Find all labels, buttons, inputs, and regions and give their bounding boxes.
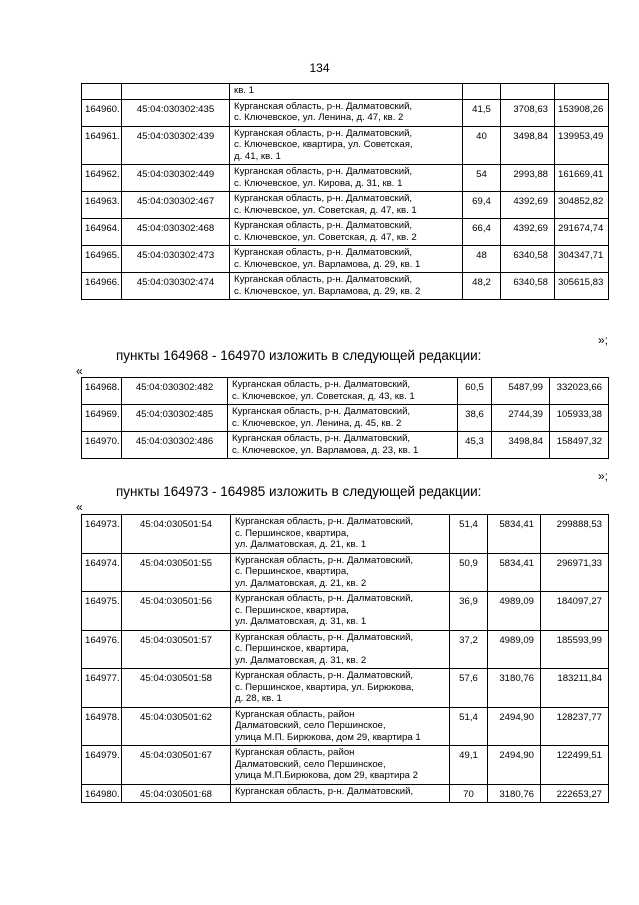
address-line: Курганская область, р-н. Далматовский, xyxy=(235,516,414,527)
address-line: с. Ключевское, ул. Ленина, д. 45, кв. 2 xyxy=(232,417,402,429)
address-line: Курганская область, район xyxy=(235,708,355,720)
area-cell: 51,4 xyxy=(450,707,488,746)
row-number-cell: 164965. xyxy=(82,246,122,273)
price-per-sqm-cell: 4989,09 xyxy=(488,592,541,631)
address-line: с. Ключевское, ул. Варламова, д. 23, кв. 1 xyxy=(232,444,419,456)
property-table-3 xyxy=(81,514,609,803)
total-value-cell xyxy=(555,84,609,100)
total-value-cell: 299888,53 xyxy=(541,515,609,554)
address-cell xyxy=(231,707,450,746)
address-line: с. Ключевское, ул. Варламова, д. 29, кв. 2 xyxy=(234,285,421,297)
row-number-cell: 164978. xyxy=(82,707,122,746)
address-cell xyxy=(228,432,458,459)
address-line: Курганская область, р-н. Далматовский, xyxy=(234,274,413,285)
total-value-cell: 105933,38 xyxy=(550,405,609,432)
address-line: с. Ключевское, ул. Советская, д. 43, кв. 1 xyxy=(232,390,415,402)
closing-quote-1: »; xyxy=(598,333,609,347)
price-per-sqm-cell: 4392,69 xyxy=(501,192,555,219)
address-line: с. Першинское, квартира, xyxy=(235,643,349,654)
area-cell: 54 xyxy=(463,165,501,192)
address-line: Курганская область, р-н. Далматовский, xyxy=(234,100,413,112)
address-cell xyxy=(231,669,450,708)
amendment-paragraph-2: пункты 164973 - 164985 изложить в следующей редакции: xyxy=(116,484,482,499)
row-number-cell: 164970. xyxy=(82,432,122,459)
total-value-cell: 139953,49 xyxy=(555,126,609,165)
cadastral-number-cell: 45:04:030302:435 xyxy=(122,99,230,126)
table-row xyxy=(82,273,609,300)
price-per-sqm-cell: 6340,58 xyxy=(501,246,555,273)
address-cell xyxy=(231,515,450,554)
total-value-cell: 122499,51 xyxy=(541,746,609,785)
address-cell xyxy=(231,553,450,592)
table-row xyxy=(82,165,609,192)
area-cell: 51,4 xyxy=(450,515,488,554)
price-per-sqm-cell: 2993,88 xyxy=(501,165,555,192)
address-line: ул. Далматовская, д. 31, кв. 2 xyxy=(235,654,367,666)
row-number-cell: 164973. xyxy=(82,515,122,554)
address-line: Курганская область, р-н. Далматовский, xyxy=(234,220,413,231)
row-number-cell: 164980. xyxy=(82,784,122,803)
row-number-cell: 164969. xyxy=(82,405,122,432)
property-table-2 xyxy=(81,377,609,459)
address-cell xyxy=(230,126,463,165)
address-cell xyxy=(230,219,463,246)
cadastral-number-cell: 45:04:030501:68 xyxy=(122,784,231,803)
row-number-cell: 164976. xyxy=(82,630,122,669)
cadastral-number-cell: 45:04:030302:486 xyxy=(122,432,228,459)
table-row xyxy=(82,746,609,785)
opening-quote-2: « xyxy=(76,500,83,514)
row-number-cell: 164964. xyxy=(82,219,122,246)
price-per-sqm-cell: 5834,41 xyxy=(488,515,541,554)
address-line: с. Ключевское, ул. Варламова, д. 29, кв. 1 xyxy=(234,258,421,270)
row-number-cell: 164963. xyxy=(82,192,122,219)
total-value-cell: 158497,32 xyxy=(550,432,609,459)
address-line: ул. Далматовская, д. 31, кв. 1 xyxy=(235,616,367,627)
row-number-cell: 164960. xyxy=(82,99,122,126)
area-cell: 40 xyxy=(463,126,501,165)
address-line: с. Першинское, квартира, xyxy=(235,527,349,539)
cadastral-number-cell: 45:04:030501:54 xyxy=(122,515,231,554)
cadastral-number-cell: 45:04:030302:473 xyxy=(122,246,230,273)
cadastral-number-cell: 45:04:030302:467 xyxy=(122,192,230,219)
price-per-sqm-cell: 5487,99 xyxy=(492,378,550,405)
cadastral-number-cell: 45:04:030501:62 xyxy=(122,707,231,746)
address-line: Курганская область, р-н. Далматовский, xyxy=(234,247,413,258)
address-line: с. Ключевское, ул. Ленина, д. 47, кв. 2 xyxy=(234,112,404,123)
area-cell: 70 xyxy=(450,784,488,803)
property-table-1 xyxy=(81,83,609,300)
area-cell: 45,3 xyxy=(458,432,492,459)
area-cell xyxy=(463,84,501,100)
address-line: Далматовский, село Першинское, xyxy=(235,720,386,731)
address-cell xyxy=(228,405,458,432)
price-per-sqm-cell: 6340,58 xyxy=(501,273,555,300)
price-per-sqm-cell: 3498,84 xyxy=(501,126,555,165)
table-row xyxy=(82,84,609,100)
address-line: д. 28, кв. 1 xyxy=(235,693,282,704)
price-per-sqm-cell: 2494,90 xyxy=(488,746,541,785)
address-line: с. Першинское, квартира, xyxy=(235,566,349,577)
cadastral-number-cell: 45:04:030501:55 xyxy=(122,553,231,592)
amendment-paragraph-1: пункты 164968 - 164970 изложить в следующей редакции: xyxy=(116,348,482,363)
total-value-cell: 128237,77 xyxy=(541,707,609,746)
price-per-sqm-cell: 4392,69 xyxy=(501,219,555,246)
area-cell: 49,1 xyxy=(450,746,488,785)
page-number: 134 xyxy=(309,61,330,75)
table-row xyxy=(82,192,609,219)
area-cell: 60,5 xyxy=(458,378,492,405)
area-cell: 48,2 xyxy=(463,273,501,300)
area-cell: 36,9 xyxy=(450,592,488,631)
address-line: Далматовский, село Першинское, xyxy=(235,758,386,770)
total-value-cell: 305615,83 xyxy=(555,273,609,300)
table-row xyxy=(82,592,609,631)
cadastral-number-cell: 45:04:030501:67 xyxy=(122,746,231,785)
address-line: Курганская область, р-н. Далматовский, xyxy=(232,406,411,417)
address-line: с. Ключевское, квартира, ул. Советская, xyxy=(234,139,413,150)
area-cell: 41,5 xyxy=(463,99,501,126)
total-value-cell: 184097,27 xyxy=(541,592,609,631)
address-cell xyxy=(230,192,463,219)
table-row xyxy=(82,515,609,554)
price-per-sqm-cell: 2494,90 xyxy=(488,707,541,746)
price-per-sqm-cell: 4989,09 xyxy=(488,630,541,669)
address-line: с. Першинское, квартира, ул. Бирюкова, xyxy=(235,681,414,693)
price-per-sqm-cell: 3180,76 xyxy=(488,784,541,803)
address-line: кв. 1 xyxy=(234,85,254,96)
address-line: Курганская область, р-н. Далматовский, xyxy=(232,433,411,444)
table-row xyxy=(82,784,609,803)
table-row xyxy=(82,553,609,592)
cadastral-number-cell: 45:04:030302:449 xyxy=(122,165,230,192)
cadastral-number-cell: 45:04:030302:474 xyxy=(122,273,230,300)
row-number-cell xyxy=(82,84,122,100)
price-per-sqm-cell: 3498,84 xyxy=(492,432,550,459)
address-line: Курганская область, р-н. Далматовский, xyxy=(232,379,411,390)
address-cell xyxy=(231,784,450,803)
address-line: с. Ключевское, ул. Кирова, д. 31, кв. 1 xyxy=(234,177,403,189)
table-row xyxy=(82,378,609,405)
table-row xyxy=(82,246,609,273)
total-value-cell: 291674,74 xyxy=(555,219,609,246)
address-line: Курганская область, р-н. Далматовский, xyxy=(235,670,414,681)
address-line: Курганская область, р-н. Далматовский, xyxy=(235,631,414,643)
area-cell: 48 xyxy=(463,246,501,273)
row-number-cell: 164979. xyxy=(82,746,122,785)
address-line: д. 41, кв. 1 xyxy=(234,150,281,162)
row-number-cell: 164966. xyxy=(82,273,122,300)
address-line: Курганская область, р-н. Далматовский, xyxy=(235,785,414,797)
table-row xyxy=(82,219,609,246)
price-per-sqm-cell: 2744,39 xyxy=(492,405,550,432)
total-value-cell: 161669,41 xyxy=(555,165,609,192)
row-number-cell: 164968. xyxy=(82,378,122,405)
table-row xyxy=(82,432,609,459)
opening-quote-1: « xyxy=(76,364,83,378)
table-row xyxy=(82,99,609,126)
table-row xyxy=(82,707,609,746)
price-per-sqm-cell xyxy=(501,84,555,100)
total-value-cell: 304852,82 xyxy=(555,192,609,219)
row-number-cell: 164961. xyxy=(82,126,122,165)
address-cell xyxy=(231,592,450,631)
table-row xyxy=(82,669,609,708)
address-cell xyxy=(230,246,463,273)
area-cell: 57,6 xyxy=(450,669,488,708)
cadastral-number-cell: 45:04:030501:56 xyxy=(122,592,231,631)
address-line: с. Першинское, квартира, xyxy=(235,604,349,616)
total-value-cell: 296971,33 xyxy=(541,553,609,592)
address-line: Курганская область, район xyxy=(235,747,355,758)
address-cell xyxy=(228,378,458,405)
address-line: Курганская область, р-н. Далматовский, xyxy=(234,193,413,204)
address-line: улица М.П. Бирюкова, дом 29, квартира 1 xyxy=(235,731,421,743)
address-cell xyxy=(230,84,463,100)
address-cell xyxy=(231,746,450,785)
address-line: с. Ключевское, ул. Советская, д. 47, кв. 1 xyxy=(234,204,417,216)
address-line: улица М.П.Бирюкова, дом 29, квартира 2 xyxy=(235,770,419,781)
address-line: Курганская область, р-н. Далматовский, xyxy=(234,127,413,139)
address-line: Курганская область, р-н. Далматовский, xyxy=(235,593,414,604)
table-row xyxy=(82,630,609,669)
row-number-cell: 164962. xyxy=(82,165,122,192)
cadastral-number-cell: 45:04:030302:468 xyxy=(122,219,230,246)
price-per-sqm-cell: 3180,76 xyxy=(488,669,541,708)
cadastral-number-cell xyxy=(122,84,230,100)
cadastral-number-cell: 45:04:030501:58 xyxy=(122,669,231,708)
price-per-sqm-cell: 5834,41 xyxy=(488,553,541,592)
price-per-sqm-cell: 3708,63 xyxy=(501,99,555,126)
closing-quote-2: »; xyxy=(598,469,609,483)
total-value-cell: 304347,71 xyxy=(555,246,609,273)
address-cell xyxy=(230,99,463,126)
total-value-cell: 185593,99 xyxy=(541,630,609,669)
address-line: ул. Далматовская, д. 21, кв. 2 xyxy=(235,577,367,589)
total-value-cell: 222653,27 xyxy=(541,784,609,803)
total-value-cell: 183211,84 xyxy=(541,669,609,708)
area-cell: 66,4 xyxy=(463,219,501,246)
table-row xyxy=(82,405,609,432)
area-cell: 69,4 xyxy=(463,192,501,219)
address-cell xyxy=(230,273,463,300)
total-value-cell: 153908,26 xyxy=(555,99,609,126)
table-row xyxy=(82,126,609,165)
address-line: с. Ключевское, ул. Советская, д. 47, кв. 2 xyxy=(234,231,417,243)
cadastral-number-cell: 45:04:030302:439 xyxy=(122,126,230,165)
address-line: ул. Далматовская, д. 21, кв. 1 xyxy=(235,539,367,550)
area-cell: 50,9 xyxy=(450,553,488,592)
address-line: Курганская область, р-н. Далматовский, xyxy=(235,554,414,566)
row-number-cell: 164975. xyxy=(82,592,122,631)
area-cell: 38,6 xyxy=(458,405,492,432)
address-cell xyxy=(231,630,450,669)
cadastral-number-cell: 45:04:030302:482 xyxy=(122,378,228,405)
area-cell: 37,2 xyxy=(450,630,488,669)
cadastral-number-cell: 45:04:030501:57 xyxy=(122,630,231,669)
row-number-cell: 164977. xyxy=(82,669,122,708)
address-cell xyxy=(230,165,463,192)
cadastral-number-cell: 45:04:030302:485 xyxy=(122,405,228,432)
address-line: Курганская область, р-н. Далматовский, xyxy=(234,166,413,177)
row-number-cell: 164974. xyxy=(82,553,122,592)
total-value-cell: 332023,66 xyxy=(550,378,609,405)
